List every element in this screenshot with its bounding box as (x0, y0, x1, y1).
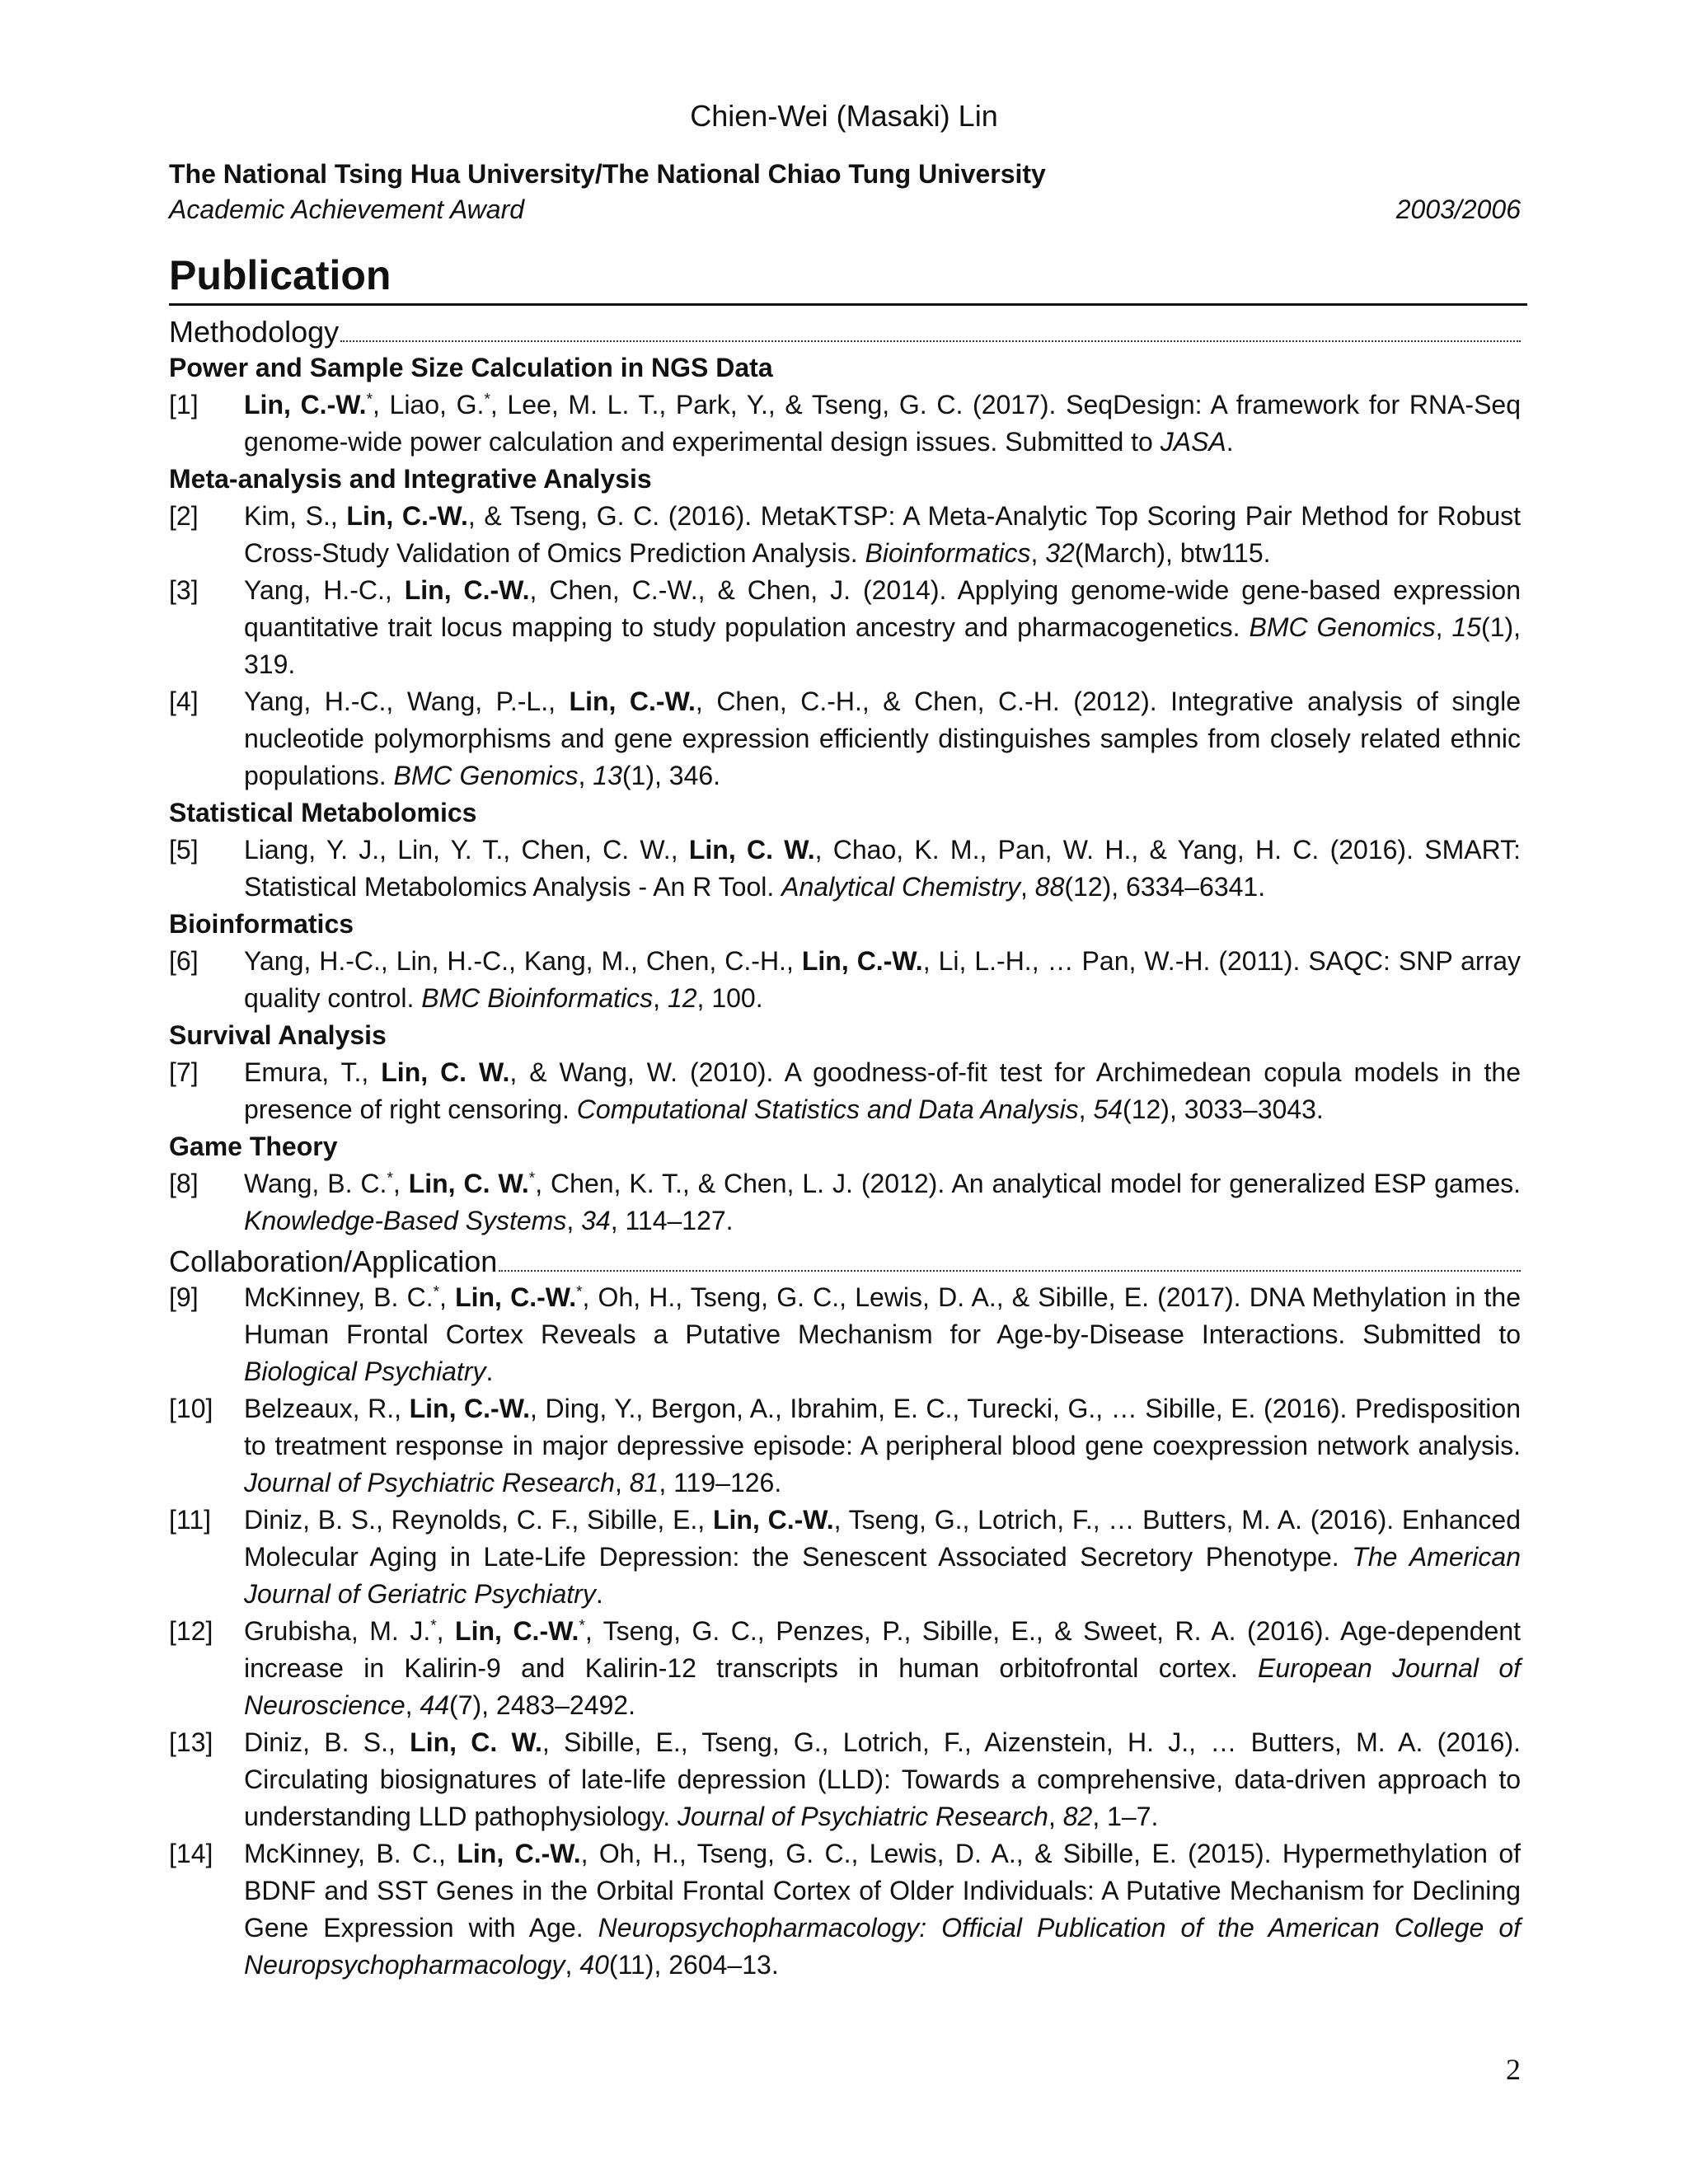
ref-text: , Liao, G. (372, 390, 485, 419)
reference-number: [12] (169, 1616, 213, 1646)
volume: 81 (629, 1468, 659, 1497)
highlighted-author: Lin, C. W. (688, 835, 815, 865)
highlighted-author: Lin, C. W. (408, 1169, 529, 1198)
reference-entry (169, 387, 1521, 461)
ref-text: (12), 3033–3043. (1123, 1094, 1324, 1124)
award-institution: The National Tsing Hua University/The National Chiao Tung University (169, 159, 1046, 189)
ref-text: , Chen, K. T., & Chen, L. J. (2012). An analytical model for generalized ESP games. (535, 1169, 1522, 1198)
ref-text: Yang, H.-C., Lin, H.-C., Kang, M., Chen, C.-H., (244, 946, 802, 976)
ref-text: Kim, S., (244, 501, 347, 531)
journal-name: European Journal of Neuroscience (244, 1653, 1522, 1720)
ref-text: (1), 319. (244, 612, 1522, 679)
reference-entry (169, 1835, 1521, 1984)
highlighted-author: Lin, C.-W. (457, 1839, 581, 1868)
subsection-heading-methodology (169, 312, 1521, 349)
ref-text: , (1048, 1802, 1063, 1831)
reference-entry (169, 572, 1521, 683)
highlighted-author: Lin, C. W. (381, 1057, 510, 1087)
reference-entry (169, 498, 1521, 572)
ref-text: Emura, T., (244, 1057, 382, 1087)
ref-text: , Chen, C.-W., & Chen, J. (2014). Applying genome-wide gene-based expression quantitative trait locus mapping to study population ancestry and pharmacogenetics. (244, 575, 1522, 642)
ref-text: . (595, 1579, 603, 1609)
volume: 40 (579, 1950, 609, 1980)
ref-text: , Ding, Y., Bergon, A., Ibrahim, E. C., Turecki, G., … Sibille, E. (2016). Predisposition to treatment response in major depressive episode: A peripheral blood gene coexpression network analysis. (244, 1394, 1522, 1460)
ref-text: , Sibille, E., Tseng, G., Lotrich, F., Aizenstein, H. J., … Butters, M. A. (2016). Circulating biosignatures of late-life depression (LLD): Towards a comprehensive, data-driven approach to understanding LLD pathophysiology. (244, 1727, 1522, 1831)
topic-heading: Survival Analysis (169, 1020, 387, 1050)
ref-text: , (565, 1950, 580, 1980)
reference-number: [2] (169, 501, 199, 531)
journal-name: Journal of Psychiatric Research (678, 1802, 1048, 1831)
reference-number: [14] (169, 1839, 213, 1868)
subsection-label: Collaboration/Application (169, 1244, 498, 1278)
volume: 32 (1045, 538, 1075, 568)
volume: 15 (1451, 612, 1482, 642)
highlighted-author: Lin, C.-W. (404, 575, 530, 605)
reference-entry (169, 1054, 1521, 1128)
reference-number: [13] (169, 1727, 213, 1757)
journal-name: Knowledge-Based Systems (244, 1206, 567, 1235)
reference-entry (169, 1279, 1521, 1390)
ref-text: , Tseng, G. C., Penzes, P., Sibille, E., & Sweet, R. A. (2016). Age-dependent increase in Kalirin-9 and Kalirin-12 transcripts in human orbitofrontal cortex. (244, 1616, 1522, 1683)
ref-text: . (485, 1357, 494, 1386)
topic-heading: Meta-analysis and Integrative Analysis (169, 464, 652, 494)
volume: 34 (581, 1206, 611, 1235)
ref-text: , (1078, 1094, 1094, 1124)
ref-text: Liang, Y. J., Lin, Y. T., Chen, C. W., (244, 835, 689, 865)
ref-text: Diniz, B. S., (244, 1727, 410, 1757)
ref-text: , 119–126. (659, 1468, 782, 1497)
ref-text: Yang, H.-C., Wang, P.-L., (244, 687, 570, 716)
ref-text: , Oh, H., Tseng, G. C., Lewis, D. A., & Sibille, E. (2015). Hypermethylation of BDNF and SST Genes in the Orbital Frontal Cortex of Older Individuals: A Putative Mechanism for Declining Gene Expression with Age. (244, 1839, 1522, 1943)
journal-name: BMC Bioinformatics (421, 983, 654, 1013)
journal-name: The American Journal of Geriatric Psychiatry (244, 1542, 1522, 1609)
reference-number: [11] (169, 1505, 211, 1535)
ref-text: Diniz, B. S., Reynolds, C. F., Sibille, E., (244, 1505, 713, 1535)
subsection-label: Methodology (169, 315, 340, 349)
highlighted-author: Lin, C.-W. (455, 1282, 577, 1312)
ref-text: , & Tseng, G. C. (2016). MetaKTSP: A Meta-Analytic Top Scoring Pair Method for Robust Cross-Study Validation of Omics Prediction Analysis. (244, 501, 1522, 568)
reference-number: [5] (169, 835, 199, 865)
co-first-mark: * (576, 1283, 583, 1301)
ref-text: , & Wang, W. (2010). A goodness-of-fit test for Archimedean copula models in the presence of right censoring. (244, 1057, 1522, 1124)
reference-entry (169, 1613, 1521, 1724)
reference-entry (169, 683, 1521, 794)
topic-heading: Power and Sample Size Calculation in NGS Data (169, 353, 773, 382)
collaboration-section (169, 1243, 1521, 1984)
award-years: 2003/2006 (1395, 194, 1521, 224)
co-first-mark: * (433, 1283, 439, 1301)
volume: 44 (420, 1690, 450, 1720)
co-first-mark: * (430, 1617, 437, 1635)
journal-name: BMC Genomics (393, 761, 579, 790)
ref-text: Wang, B. C. (244, 1169, 387, 1198)
award-row (169, 194, 1521, 225)
co-first-mark: * (528, 1169, 536, 1188)
journal-name: Biological Psychiatry (244, 1357, 486, 1386)
journal-name: BMC Genomics (1249, 612, 1436, 642)
co-first-mark: * (387, 1169, 393, 1188)
ref-text: , Chao, K. M., Pan, W. H., & Yang, H. C. (2016). SMART: Statistical Metabolomics Analysis - An R Tool. (244, 835, 1522, 902)
highlighted-author: Lin, C.-W. (801, 946, 923, 976)
co-first-mark: * (484, 391, 490, 409)
author-name-header: Chien-Wei (Masaki) Lin (690, 99, 998, 133)
ref-text: (March), btw115. (1074, 538, 1271, 568)
topic-heading: Statistical Metabolomics (169, 798, 477, 827)
ref-text: , Li, L.-H., … Pan, W.-H. (2011). SAQC: SNP array quality control. (244, 946, 1522, 1013)
methodology-section (169, 312, 1521, 1240)
ref-text: , Chen, C.-H., & Chen, C.-H. (2012). Integrative analysis of single nucleotide polymorphisms and gene expression efficiently distinguishes samples from closely related ethnic populations. (244, 687, 1522, 790)
highlighted-author: Lin, C.-W. (244, 390, 367, 419)
volume: 82 (1062, 1802, 1093, 1831)
journal-name: Neuropsychopharmacology: Official Publication of the American College of Neuropsychopharmacology (244, 1913, 1522, 1980)
subsection-heading-collaboration (169, 1243, 1521, 1279)
ref-text: McKinney, B. C. (244, 1282, 434, 1312)
reference-entry (169, 1165, 1521, 1240)
topic-heading: Game Theory (169, 1132, 338, 1161)
highlighted-author: Lin, C.-W. (346, 501, 468, 531)
ref-text: , (439, 1282, 456, 1312)
journal-name: Journal of Psychiatric Research (244, 1468, 615, 1497)
journal-name: Analytical Chemistry (781, 872, 1020, 902)
ref-text: (11), 2604–13. (608, 1950, 779, 1980)
ref-text: (1), 346. (621, 761, 721, 790)
highlighted-author: Lin, C.-W. (569, 687, 696, 716)
co-first-mark: * (579, 1617, 585, 1635)
ref-text: . (1226, 427, 1234, 457)
volume: 54 (1093, 1094, 1123, 1124)
ref-text: , 114–127. (610, 1206, 734, 1235)
reference-entry (169, 943, 1521, 1017)
ref-text: , (653, 983, 668, 1013)
ref-text: Yang, H.-C., (244, 575, 405, 605)
ref-text: Grubisha, M. J. (244, 1616, 431, 1646)
reference-entry (169, 1502, 1521, 1613)
ref-text: , (1020, 872, 1035, 902)
ref-text: , (578, 761, 593, 790)
page-number: 2 (1506, 2053, 1521, 2086)
ref-text: (7), 2483–2492. (449, 1690, 635, 1720)
dotted-leader (340, 340, 1521, 342)
ref-text: , (405, 1690, 420, 1720)
ref-text: , 100. (696, 983, 763, 1013)
volume: 12 (667, 983, 697, 1013)
dotted-leader (499, 1270, 1521, 1272)
reference-entry (169, 1390, 1521, 1502)
ref-text: , Oh, H., Tseng, G. C., Lewis, D. A., & Sibille, E. (2017). DNA Methylation in the Human Frontal Cortex Reveals a Putative Mechanism for Age-by-Disease Interactions. Submitted to (244, 1282, 1522, 1349)
ref-text: McKinney, B. C., (244, 1839, 457, 1868)
journal-name: Computational Statistics and Data Analysis (576, 1094, 1079, 1124)
section-title: Publication (169, 252, 392, 298)
ref-text: (12), 6334–6341. (1064, 872, 1266, 902)
volume: 88 (1034, 872, 1065, 902)
volume: 13 (593, 761, 622, 790)
reference-entry (169, 1724, 1521, 1835)
reference-number: [8] (169, 1169, 199, 1198)
highlighted-author: Lin, C.-W. (712, 1505, 834, 1535)
reference-number: [4] (169, 687, 199, 716)
highlighted-author: Lin, C.-W. (455, 1616, 579, 1646)
award-title: Academic Achievement Award (169, 194, 525, 224)
reference-number: [6] (169, 946, 199, 976)
ref-text: , (566, 1206, 582, 1235)
ref-text: , (436, 1616, 456, 1646)
co-first-mark: * (366, 391, 373, 409)
reference-number: [10] (169, 1394, 213, 1423)
reference-number: [3] (169, 575, 199, 605)
reference-number: [7] (169, 1057, 199, 1087)
topic-heading: Bioinformatics (169, 909, 354, 939)
reference-number: [1] (169, 390, 199, 419)
ref-text: , (392, 1169, 409, 1198)
reference-number: [9] (169, 1282, 199, 1312)
ref-text: , (1435, 612, 1452, 642)
section-divider (169, 303, 1527, 306)
journal-name: Bioinformatics (865, 538, 1031, 568)
reference-entry (169, 832, 1521, 906)
ref-text: , 1–7. (1092, 1802, 1159, 1831)
ref-text: , Lee, M. L. T., Park, Y., & Tseng, G. C. (2017). SeqDesign: A framework for RNA-Seq genome-wide power calculation and experimental design issues. Submitted to (244, 390, 1522, 457)
ref-text: , (614, 1468, 630, 1497)
highlighted-author: Lin, C. W. (410, 1727, 542, 1757)
highlighted-author: Lin, C.-W. (409, 1394, 531, 1423)
journal-name: JASA (1160, 427, 1226, 457)
ref-text: , Tseng, G., Lotrich, F., … Butters, M. A. (2016). Enhanced Molecular Aging in Late-Life Depression: the Senescent Associated Secretory Phenotype. (244, 1505, 1522, 1572)
ref-text: , (1030, 538, 1046, 568)
ref-text: Belzeaux, R., (244, 1394, 410, 1423)
